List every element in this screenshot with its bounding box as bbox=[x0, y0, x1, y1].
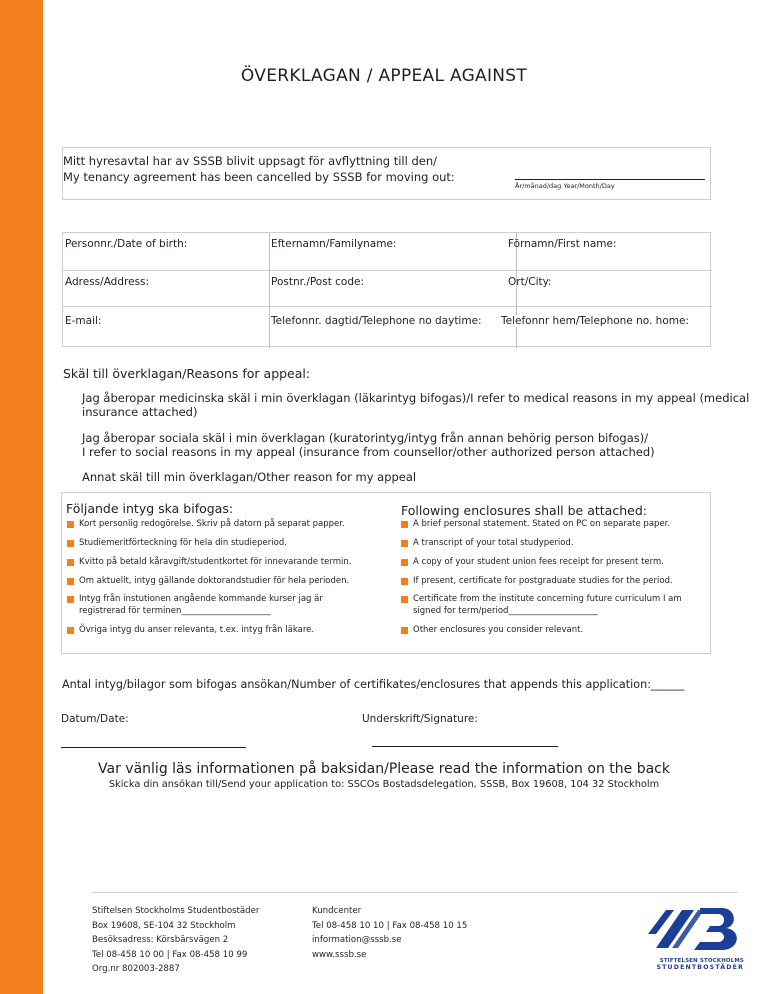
enclosure-sv-item: Kort personlig redogörelse. Skriv på datorn på separat papper. bbox=[79, 519, 345, 529]
signature-line[interactable] bbox=[372, 746, 558, 747]
enclosure-sv-item: Övriga intyg du anser relevanta, t.ex. intyg från läkare. bbox=[79, 625, 315, 635]
signature-label: Underskrift/Signature: bbox=[362, 713, 478, 725]
logo-text-line1: STIFTELSEN STOCKHOLMS bbox=[659, 958, 744, 964]
footer-web-link[interactable]: www.sssb.se bbox=[312, 949, 367, 960]
personal-info-grid bbox=[62, 232, 711, 347]
logo-text-line2: STUDENTBOSTÄDER bbox=[656, 964, 744, 971]
reason-social-line2: I refer to social reasons in my appeal (insurance from counsellor/other authorized person attached) bbox=[82, 445, 655, 459]
enclosure-sv-item: Studiemeritförteckning för hela din studieperiod. bbox=[79, 538, 287, 548]
footer-org-block bbox=[92, 904, 259, 977]
enclosure-en-item: Certificate from the institute concerning future curriculum I am bbox=[413, 594, 682, 604]
bullet-icon bbox=[67, 596, 74, 603]
page-title: ÖVERKLAGAN / APPEAL AGAINST bbox=[240, 66, 528, 86]
enclosure-sv-item-cont: registrerad för terminen_____________________ bbox=[79, 606, 271, 616]
enclosure-en-item: If present, certificate for postgraduate studies for the period. bbox=[413, 576, 673, 586]
cancellation-text-en: My tenancy agreement has been cancelled by SSSB for moving out: bbox=[63, 170, 455, 184]
phone-home-label: Telefonnr hem/Telephone no. home: bbox=[501, 315, 689, 327]
enclosure-count-line[interactable]: Antal intyg/bilagor som bifogas ansökan/Number of certifikates/enclosures that appends this application:______ bbox=[62, 678, 685, 691]
date-label: Datum/Date: bbox=[61, 713, 129, 725]
footer-kundcenter-block bbox=[312, 904, 467, 962]
reason-other[interactable]: Annat skäl till min överklagan/Other reason for my appeal bbox=[82, 470, 417, 484]
send-to-notice: Skicka din ansökan till/Send your application to: SSCOs Bostadsdelegation, SSSB, Box 19608, 104 32 Stockholm bbox=[108, 779, 660, 790]
footer-org-name: Stiftelsen Stockholms Studentbostäder bbox=[92, 906, 260, 916]
enclosure-sv-item: Kvitto på betald kåravgift/studentkortet för innevarande termin. bbox=[79, 557, 352, 567]
first-name-label: Förnamn/First name: bbox=[508, 238, 617, 250]
orange-side-bar bbox=[0, 0, 43, 994]
enclosure-en-item: A brief personal statement. Stated on PC on separate paper. bbox=[413, 519, 671, 529]
enclosures-heading-sv: Följande intyg ska bifogas: bbox=[66, 501, 234, 516]
enclosure-en-item-cont: signed for term/period_____________________ bbox=[413, 606, 598, 616]
bullet-icon bbox=[401, 627, 408, 634]
read-back-notice: Var vänlig läs informationen på baksidan/Please read the information on the back bbox=[98, 761, 670, 777]
cancellation-box bbox=[62, 147, 711, 200]
enclosure-en-item: A copy of your student union fees receipt for present term. bbox=[413, 557, 664, 567]
footer-kc-tel: Tel 08-458 10 10 | Fax 08-458 10 15 bbox=[312, 920, 468, 931]
enclosure-sv-item: Intyg från instutionen angående kommande kurser jag är bbox=[79, 594, 323, 604]
reason-medical-line1[interactable]: Jag åberopar medicinska skäl i min överklagan (läkarintyg bifogas)/I refer to medical reasons in my appeal (medical bbox=[82, 391, 750, 405]
city-label: Ort/City: bbox=[508, 276, 552, 288]
sssb-logo-icon bbox=[648, 904, 744, 954]
dob-label: Personnr./Date of birth: bbox=[65, 238, 188, 250]
enclosures-heading-en: Following enclosures shall be attached: bbox=[401, 503, 647, 518]
date-line[interactable] bbox=[61, 747, 246, 748]
cancellation-date-line[interactable] bbox=[515, 179, 705, 180]
bullet-icon bbox=[67, 559, 74, 566]
reason-medical-line2: insurance attached) bbox=[82, 405, 198, 419]
phone-day-label: Telefonnr. dagtid/Telephone no daytime: bbox=[271, 315, 482, 327]
post-code-label: Postnr./Post code: bbox=[271, 276, 365, 288]
bullet-icon bbox=[67, 521, 74, 528]
bullet-icon bbox=[401, 578, 408, 585]
reasons-heading: Skäl till överklagan/Reasons for appeal: bbox=[63, 366, 311, 381]
bullet-icon bbox=[401, 559, 408, 566]
bullet-icon bbox=[67, 578, 74, 585]
footer-visit: Besöksadress: Körsbärsvägen 2 bbox=[92, 935, 229, 945]
family-name-label: Efternamn/Familyname: bbox=[271, 238, 397, 250]
cancellation-text-sv: Mitt hyresavtal har av SSSB blivit uppsagt för avflyttning till den/ bbox=[63, 154, 438, 168]
footer-tel: Tel 08-458 10 00 | Fax 08-458 10 99 bbox=[92, 949, 248, 960]
footer-email-link[interactable]: information@sssb.se bbox=[312, 935, 402, 945]
sssb-logo bbox=[648, 904, 744, 971]
bullet-icon bbox=[67, 627, 74, 634]
enclosure-sv-item: Om aktuellt, intyg gällande doktorandstudier för hela perioden. bbox=[79, 576, 350, 586]
enclosures-box bbox=[61, 492, 711, 654]
enclosure-en-item: Other enclosures you consider relevant. bbox=[413, 625, 584, 635]
email-label: E-mail: bbox=[65, 315, 102, 327]
footer-orgnr: Org.nr 802003-2887 bbox=[92, 964, 180, 974]
bullet-icon bbox=[401, 596, 408, 603]
bullet-icon bbox=[67, 540, 74, 547]
reason-social-line1[interactable]: Jag åberopar sociala skäl i min överklagan (kuratorintyg/intyg från annan behörig person bifogas)/ bbox=[82, 431, 649, 445]
footer-box: Box 19608, SE-104 32 Stockholm bbox=[92, 920, 236, 931]
footer-divider bbox=[92, 892, 738, 893]
enclosure-en-item: A transcript of your total studyperiod. bbox=[413, 538, 574, 548]
footer-kc-title: Kundcenter bbox=[312, 906, 362, 916]
bullet-icon bbox=[401, 540, 408, 547]
bullet-icon bbox=[401, 521, 408, 528]
date-format-hint: År/månad/dag Year/Month/Day bbox=[515, 182, 615, 190]
address-label: Adress/Address: bbox=[65, 276, 150, 288]
